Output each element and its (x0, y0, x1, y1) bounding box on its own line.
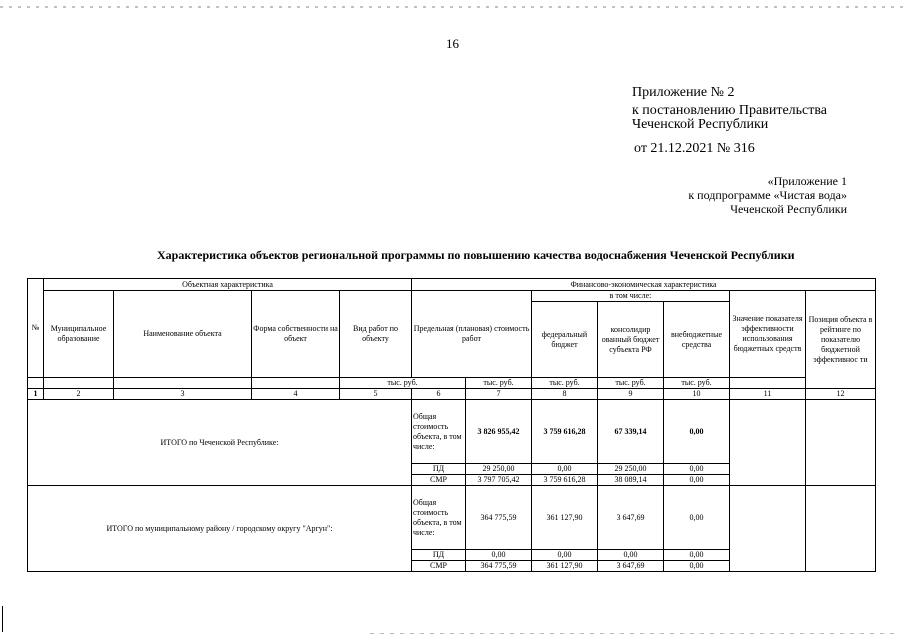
cell-consolidated: 0,00 (598, 550, 664, 561)
col-number: 3 (114, 389, 252, 400)
cell-federal: 0,00 (532, 464, 598, 475)
group-finance: Финансово-экономическая характеристика (412, 279, 876, 291)
cell-consolidated: 3 647,69 (598, 486, 664, 550)
appendix-date: от 21.12.2021 № 316 (634, 141, 755, 156)
cell-efficiency (730, 486, 806, 572)
appendix-title: Приложение № 2 (632, 85, 735, 100)
col-number: 6 (412, 389, 466, 400)
appendix2-block (688, 174, 847, 216)
row-type: Общая стоимость объекта, в том числе: (412, 486, 466, 550)
cell-cost: 0,00 (466, 550, 532, 561)
row-type: СМР (412, 475, 466, 486)
header-rating: Позиция объекта в рейтинге по показателю бюджетной эффективнос ти (806, 291, 876, 389)
row-type: Общая стоимость объекта, в том числе: (412, 400, 466, 464)
cell-cost: 3 826 955,42 (466, 400, 532, 464)
cell-consolidated: 3 647,69 (598, 561, 664, 572)
col-number: 1 (28, 389, 44, 400)
col-number: 11 (730, 389, 806, 400)
cell-extra: 0,00 (664, 486, 730, 550)
col-number: 2 (44, 389, 114, 400)
appendix-line1: к постановлению Правительства (632, 103, 828, 118)
page-number: 16 (446, 36, 459, 51)
header-object-name: Наименование объекта (114, 291, 252, 378)
unit-federal: тыс. руб. (466, 378, 532, 389)
cell-consolidated: 67 339,14 (598, 400, 664, 464)
appendix-block (632, 86, 827, 156)
unit-spacer (28, 378, 44, 389)
col-number: 5 (340, 389, 412, 400)
objects-table (27, 278, 876, 572)
cell-cost: 364 775,59 (466, 486, 532, 550)
table-row (28, 486, 876, 550)
unit-extrabudget: тыс. руб. (598, 378, 664, 389)
scan-artifact-bottom (370, 633, 900, 634)
col-number: 10 (664, 389, 730, 400)
cell-federal: 3 759 616,28 (532, 475, 598, 486)
cell-federal: 361 127,90 (532, 561, 598, 572)
header-efficiency: Значение показателя эффективности использования бюджетных средств (730, 291, 806, 378)
unit-spacer (44, 378, 114, 389)
section-label: ИТОГО по Чеченской Республике: (28, 400, 412, 486)
appendix2-line3: Чеченской Республики (730, 202, 847, 216)
col-number: 7 (466, 389, 532, 400)
cell-cost: 29 250,00 (466, 464, 532, 475)
cell-cost: 3 797 705,42 (466, 475, 532, 486)
row-type: ПД (412, 550, 466, 561)
section-label: ИТОГО по муниципальному району / городскому округу "Аргун": (28, 486, 412, 572)
header-extrabudget: внебюджетные средства (664, 302, 730, 378)
unit-spacer (252, 378, 340, 389)
header-num: № (28, 279, 44, 378)
table-row (28, 400, 876, 464)
header-ownership: Форма собственности на объект (252, 291, 340, 378)
col-number: 12 (806, 389, 876, 400)
col-number: 9 (598, 389, 664, 400)
appendix-line2: Чеченской Республики (632, 117, 769, 132)
cell-extra: 0,00 (664, 561, 730, 572)
cell-cost: 364 775,59 (466, 561, 532, 572)
scan-artifact-top (0, 6, 905, 8)
unit-cost: тыс. руб. (340, 378, 466, 389)
col-number: 4 (252, 389, 340, 400)
cell-rating (806, 400, 876, 486)
unit-spacer (114, 378, 252, 389)
unit-consolidated: тыс. руб. (532, 378, 598, 389)
cell-extra: 0,00 (664, 400, 730, 464)
cell-extra: 0,00 (664, 464, 730, 475)
header-municipality: Муниципальное образование (44, 291, 114, 378)
row-type: СМР (412, 561, 466, 572)
scan-artifact-left (2, 606, 3, 632)
group-object: Объектная характеристика (44, 279, 412, 291)
cell-consolidated: 38 089,14 (598, 475, 664, 486)
col-number: 8 (532, 389, 598, 400)
cell-federal: 3 759 616,28 (532, 400, 598, 464)
cell-extra: 0,00 (664, 475, 730, 486)
cell-federal: 0,00 (532, 550, 598, 561)
header-consolidated: консолидир ованный бюджет субъекта РФ (598, 302, 664, 378)
cell-rating (806, 486, 876, 572)
appendix2-line1: «Приложение 1 (767, 174, 847, 188)
cell-federal: 361 127,90 (532, 486, 598, 550)
appendix2-line2: к подпрограмме «Чистая вода» (688, 188, 847, 202)
header-cost: Предельная (плановая) стоимость работ (412, 291, 532, 378)
cell-extra: 0,00 (664, 550, 730, 561)
document-title: Характеристика объектов региональной программы по повышению качества водоснабжения Чеченской Республики (157, 248, 795, 262)
cell-consolidated: 29 250,00 (598, 464, 664, 475)
column-numbers-row (28, 389, 876, 400)
row-type: ПД (412, 464, 466, 475)
cell-efficiency (730, 400, 806, 486)
header-including: в том числе: (532, 291, 730, 302)
header-federal: федеральный бюджет (532, 302, 598, 378)
header-work-type: Вид работ по объекту (340, 291, 412, 378)
unit-efficiency: тыс. руб. (664, 378, 730, 389)
